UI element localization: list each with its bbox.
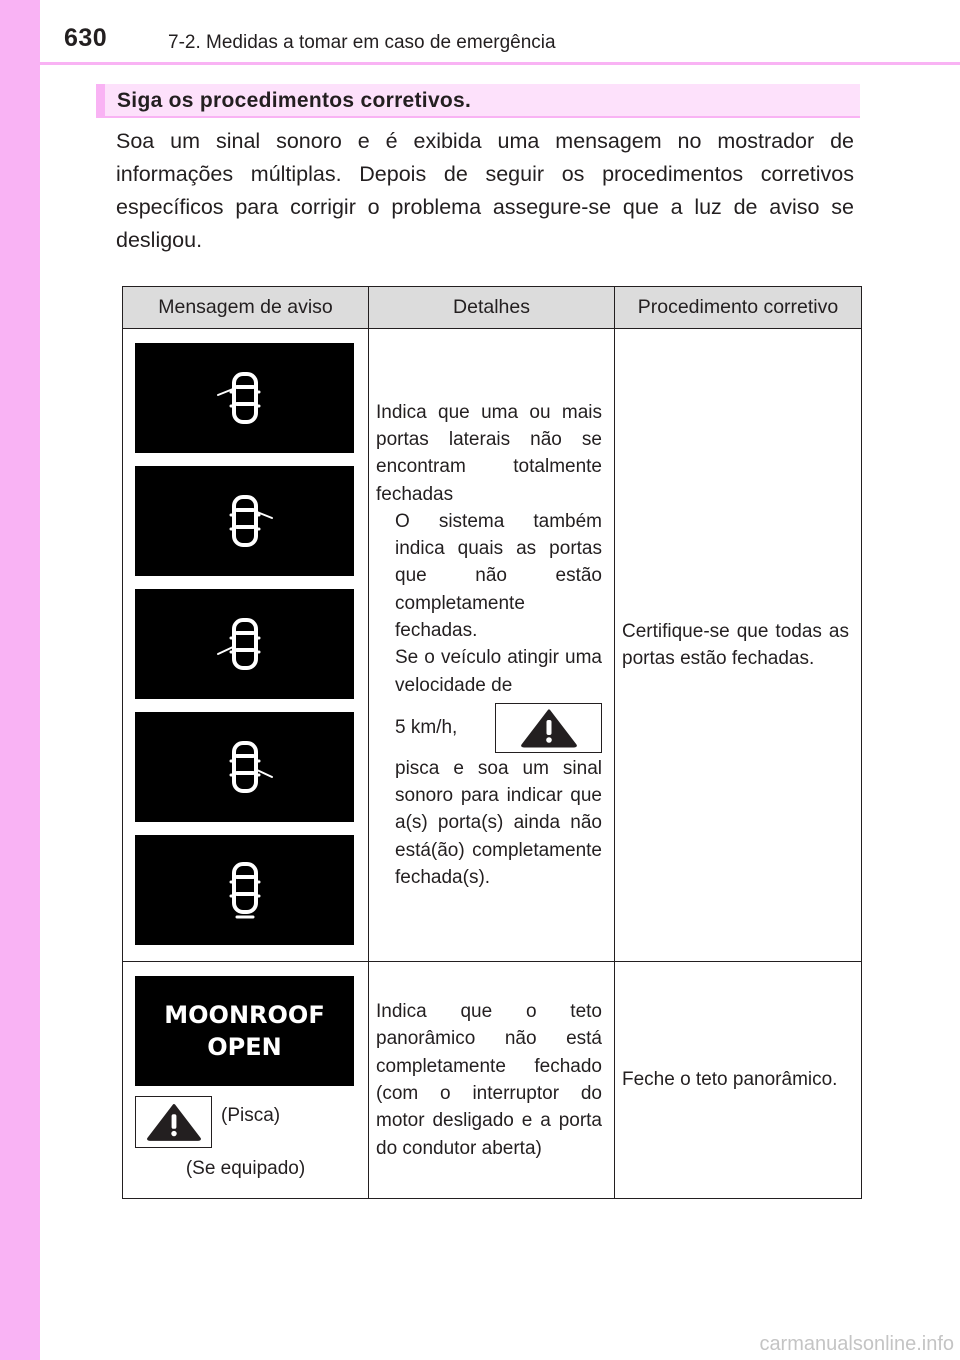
watermark: carmanualsonline.info (759, 1333, 954, 1355)
moonroof-line2: OPEN (207, 1033, 282, 1061)
speed-value: 5 km/h, (395, 717, 458, 739)
details-doors-main: Indica que uma ou mais portas laterais não se encontram totalmente fechadas (376, 401, 602, 505)
section-heading (96, 84, 860, 118)
warning-triangle-icon (519, 708, 579, 748)
master-warning-box (495, 703, 602, 753)
details-cell-doors (369, 329, 615, 962)
details-moonroof: Indica que o teto panorâmico não está completamente fechado (com o interruptor do motor desligado e a porta do condutor aberta) (376, 1001, 602, 1159)
header-rule (40, 62, 960, 65)
column-header-details: Detalhes (369, 287, 615, 329)
section-title: Siga os procedimentos corretivos. (117, 89, 472, 112)
table-row-moonroof (123, 962, 862, 1199)
display-door-front-right (135, 466, 354, 576)
equipped-label: (Se equipado) (185, 1158, 306, 1179)
door-front-right-open-icon (200, 491, 290, 551)
page-number: 630 (64, 24, 108, 52)
table-row-doors (123, 329, 862, 962)
details-doors-sub2-before: Se o veículo atingir uma velocidade de (395, 647, 602, 696)
details-cell-moonroof (369, 962, 615, 1199)
flash-indicator-line (135, 1096, 368, 1148)
column-header-procedure: Procedimento corretivo (615, 287, 862, 329)
display-door-rear-right (135, 712, 354, 822)
procedure-moonroof: Feche o teto panorâmico. (622, 1069, 838, 1091)
details-doors-sub1: O sistema também indica quais as portas que não estão completamente fechadas. (395, 510, 602, 641)
procedure-doors: Certifique-se que todas as portas estão fechadas. (622, 620, 849, 669)
display-door-front-left (135, 343, 354, 453)
details-doors (369, 399, 614, 892)
display-moonroof-open (135, 976, 354, 1086)
procedure-cell-moonroof (615, 962, 862, 1199)
speed-line (376, 703, 602, 753)
moonroof-message-cell (123, 962, 369, 1199)
warning-triangle-icon (145, 1102, 203, 1142)
warning-table (122, 286, 862, 1199)
door-rear-left-open-icon (200, 614, 290, 674)
door-rear-right-open-icon (200, 737, 290, 797)
warning-messages-cell (123, 329, 369, 962)
flash-label: (Pisca) (221, 1105, 281, 1126)
trunk-open-icon (200, 860, 290, 920)
table-header-row (123, 287, 862, 329)
intro-paragraph: Soa um sinal sonoro e é exibida uma mensagem no mostrador de informações múltiplas. Depois de seguir os procedimentos corretivos específicos para corrigir o problema assegure-se que a luz de aviso se desligou. (116, 129, 854, 252)
display-door-rear-left (135, 589, 354, 699)
details-doors-sub2-after: pisca e soa um sinal sonoro para indicar que a(s) porta(s) ainda não está(ão) completamente fechada(s). (395, 757, 602, 889)
moonroof-line1: MOONROOF (164, 1001, 325, 1029)
display-trunk (135, 835, 354, 945)
master-warning-box-moonroof (135, 1096, 212, 1148)
chapter-title: 7-2. Medidas a tomar em caso de emergência (168, 32, 556, 53)
procedure-cell-doors (615, 329, 862, 962)
column-header-message: Mensagem de aviso (123, 287, 369, 329)
door-front-left-open-icon (200, 368, 290, 428)
side-color-strip (0, 0, 40, 1360)
